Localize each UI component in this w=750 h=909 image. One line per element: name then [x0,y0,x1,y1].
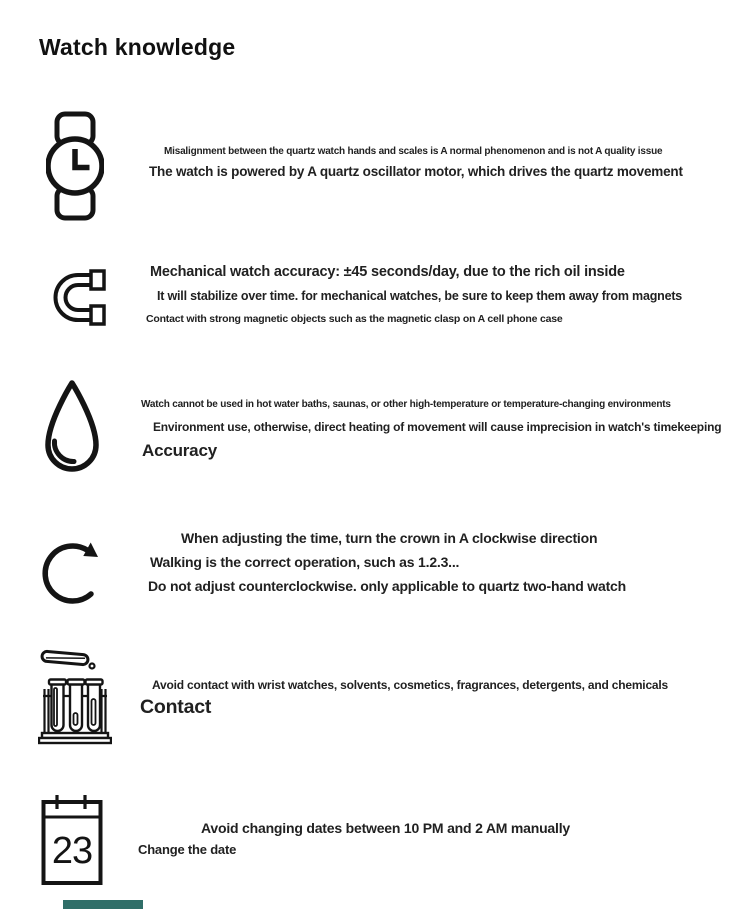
crown-line-3: Do not adjust counterclockwise. only applicable to quartz two-hand watch [148,578,626,594]
magnet-icon [47,266,107,328]
clockwise-arrow-icon [41,527,105,611]
page-title: Watch knowledge [39,34,236,60]
magnet-main-line: Mechanical watch accuracy: ±45 seconds/day, due to the rich oil inside [150,264,625,280]
magnet-note-line: Contact with strong magnetic objects such as the magnetic clasp on A cell phone case [146,313,563,325]
date-main-line: Avoid changing dates between 10 PM and 2 AM manually [201,820,570,836]
quartz-note-line: Misalignment between the quartz watch hands and scales is A normal phenomenon and is not A quality issue [164,146,663,157]
water-drop-icon [41,378,103,479]
contact-heading: Contact [140,696,212,718]
chemicals-note-line: Avoid contact with wrist watches, solvents, cosmetics, fragrances, detergents, and chemicals [152,678,668,692]
quartz-main-line: The watch is powered by A quartz oscillator motor, which drives the quartz movement [149,164,683,179]
footer-accent-bar [63,900,143,909]
water-note-line: Watch cannot be used in hot water baths, saunas, or other high-temperature or temperature-changing environments [141,399,671,410]
date-sub-line: Change the date [138,842,237,857]
accuracy-heading: Accuracy [142,441,217,460]
crown-line-1: When adjusting the time, turn the crown in A clockwise direction [181,530,598,546]
water-sub-line: Environment use, otherwise, direct heating of movement will cause imprecision in watch's timekeeping [153,420,722,434]
watch-icon [46,111,104,221]
test-tubes-icon [38,647,112,746]
calendar-day: 23 [51,830,93,872]
calendar-icon [40,793,104,886]
crown-line-2: Walking is the correct operation, such as 1.2.3... [150,554,460,570]
magnet-sub-line: It will stabilize over time. for mechanical watches, be sure to keep them away from magnets [157,289,683,303]
